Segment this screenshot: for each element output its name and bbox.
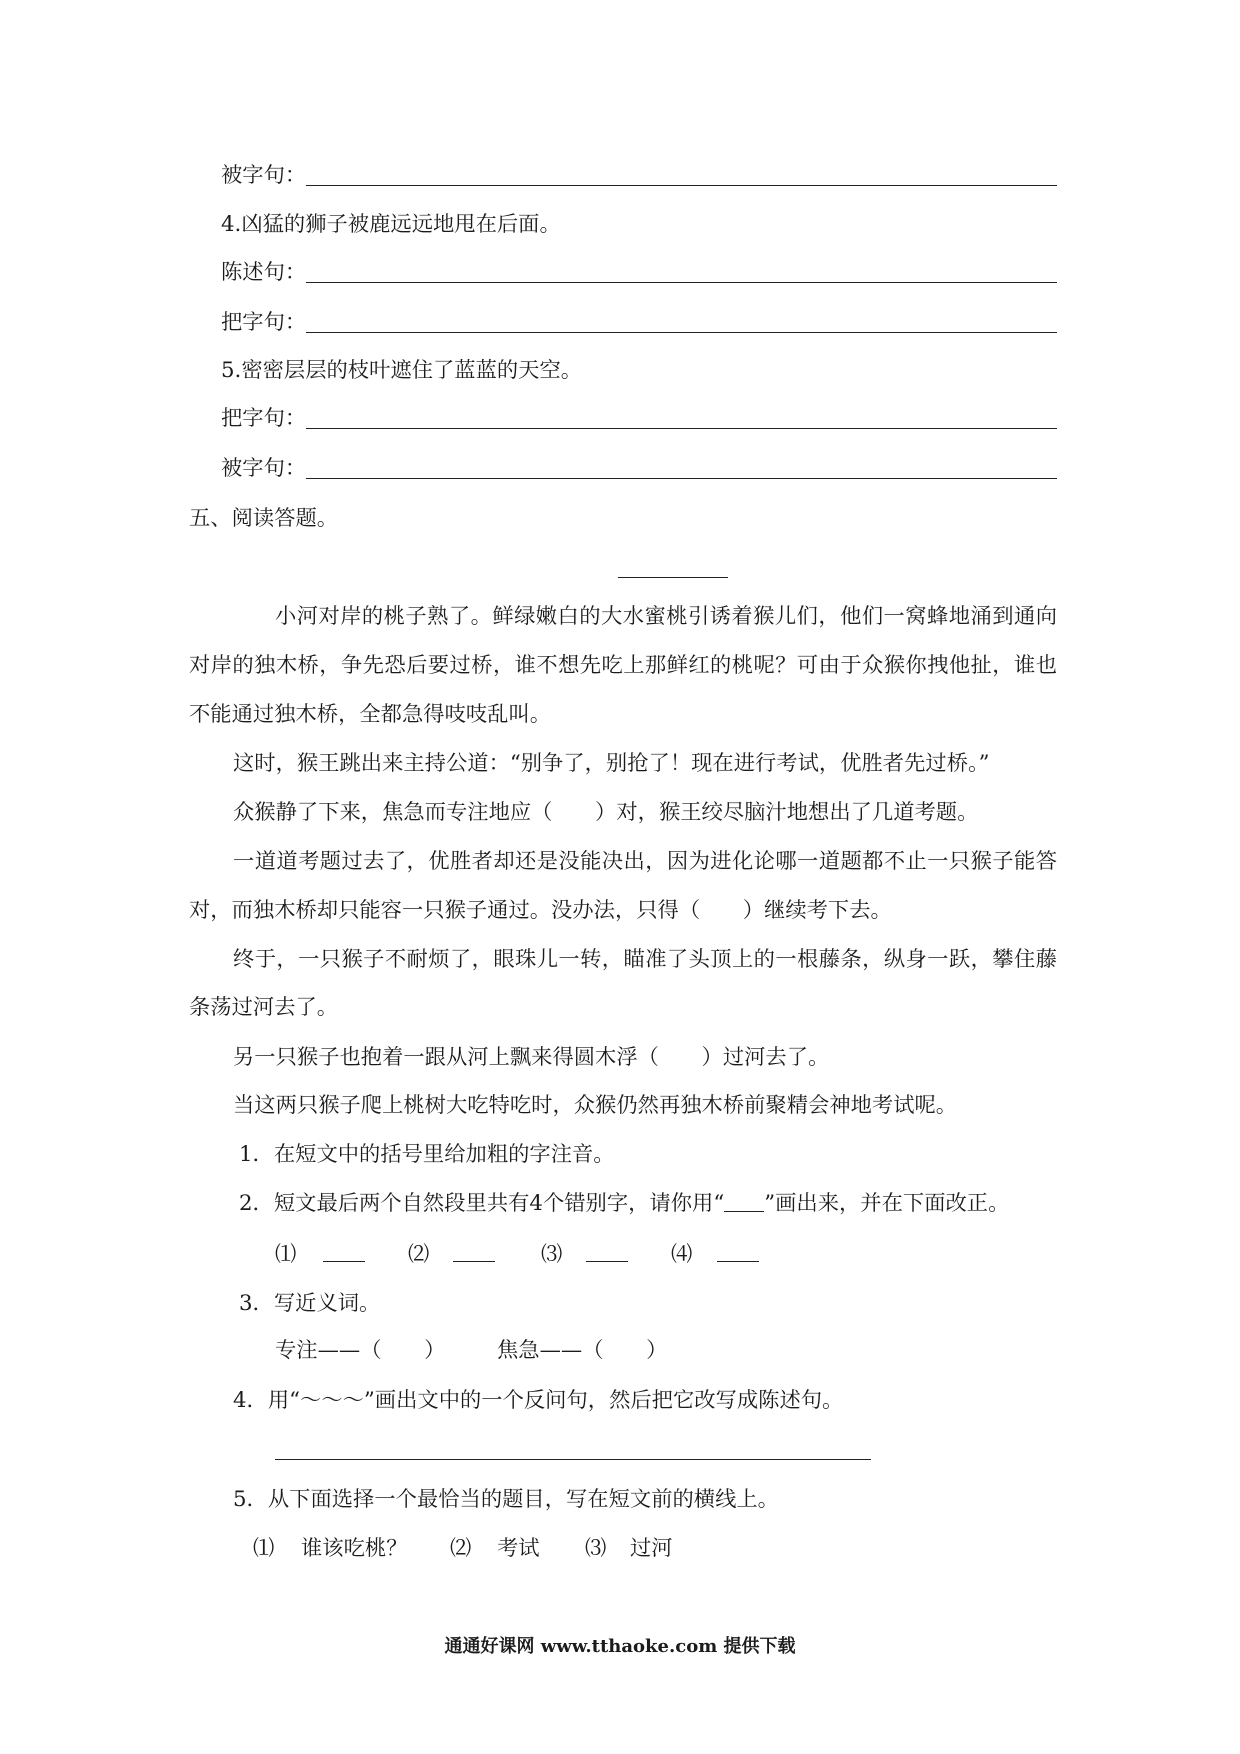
page-footer: 通通好课网 www.tthaoke.com 提供下载: [444, 1636, 796, 1657]
section-heading: 五、阅读答题。: [189, 506, 339, 531]
passage-line: 对，而独木桥却只能容一只猴子通过。没办法，只得（ ）继续考下去。: [189, 898, 892, 923]
answer-blank-line: [306, 308, 1057, 333]
rewrite-answer-line: [275, 1459, 871, 1460]
answer-label: 把字句：: [221, 406, 307, 431]
passage-line: 这时，猴王跳出来主持公道：“别争了，别抢了！现在进行考试，优胜者先过桥。”: [233, 751, 990, 776]
answer-label: 陈述句：: [221, 260, 307, 285]
passage-line: 不能通过独木桥，全都急得吱吱乱叫。: [189, 702, 552, 727]
answer-row: [221, 308, 1057, 338]
inline-answer-blank: [724, 1189, 764, 1212]
answer-row: [221, 161, 1057, 191]
passage-line: 当这两只猴子爬上桃树大吃特吃时，众猴仍然再独木桥前聚精会神地考试呢。: [233, 1093, 958, 1118]
answer-blank-line: [306, 258, 1057, 283]
q2-answer-row: [0, 1240, 1240, 1270]
answer-blank-line: [453, 1240, 495, 1262]
question-sentence: 5.密密层层的枝叶遮住了蓝蓝的天空。: [221, 358, 583, 383]
passage-title-blank: [618, 577, 728, 578]
passage-line: 另一只猴子也抱着一跟从河上飘来得圆木浮（ ）过河去了。: [233, 1045, 830, 1070]
answer-row: [221, 454, 1057, 484]
answer-number: ⑶: [541, 1242, 563, 1267]
answer-blank-line: [306, 454, 1057, 479]
answer-row: [221, 258, 1057, 288]
synonym-row: [0, 1336, 1240, 1366]
answer-number: ⑴: [275, 1242, 297, 1267]
synonym-pair: 专注——（ ）: [275, 1338, 446, 1363]
title-option-text: 谁该吃桃？: [301, 1536, 408, 1561]
answer-label: 被字句：: [221, 456, 307, 481]
title-option-text: 考试: [497, 1536, 540, 1561]
synonym-pair: 焦急——（ ）: [497, 1338, 668, 1363]
title-option-number: ⑶: [585, 1536, 607, 1561]
passage-line: 条荡过河去了。: [189, 995, 339, 1020]
answer-blank-line: [306, 161, 1057, 186]
answer-blank-line: [306, 404, 1057, 429]
title-options-row: [0, 1534, 1240, 1564]
question-prompt: 1．在短文中的括号里给加粗的字注音。: [239, 1142, 615, 1167]
answer-blank-line: [717, 1240, 759, 1262]
title-option-number: ⑴: [253, 1536, 275, 1561]
answer-number: ⑷: [671, 1242, 693, 1267]
passage-line: 终于，一只猴子不耐烦了，眼珠儿一转，瞄准了头顶上的一根藤条，纵身一跃，攀住藤: [233, 947, 1057, 972]
question-prompt: 5．从下面选择一个最恰当的题目，写在短文前的横线上。: [233, 1487, 779, 1512]
answer-row: [221, 404, 1057, 434]
answer-label: 把字句：: [221, 310, 307, 335]
title-option-number: ⑵: [450, 1536, 472, 1561]
question-prompt-text: ”画出来，并在下面改正。: [764, 1191, 1010, 1216]
answer-label: 被字句：: [221, 163, 307, 188]
question-prompt: [239, 1189, 1009, 1219]
passage-line: 对岸的独木桥，争先恐后要过桥，谁不想先吃上那鲜红的桃呢？可由于众猴你拽他扯，谁也: [189, 653, 1057, 678]
answer-number: ⑵: [408, 1242, 430, 1267]
question-sentence: 4.凶猛的狮子被鹿远远地甩在后面。: [221, 212, 561, 237]
question-prompt: 3．写近义词。: [239, 1291, 381, 1316]
answer-blank-line: [323, 1240, 365, 1262]
passage-line: 一道道考题过去了，优胜者却还是没能决出，因为进化论哪一道题都不止一只猴子能答: [233, 849, 1057, 874]
answer-blank-line: [586, 1240, 628, 1262]
question-prompt: 4．用“～～～”画出文中的一个反问句，然后把它改写成陈述句。: [233, 1388, 844, 1413]
title-option-text: 过河: [630, 1536, 673, 1561]
question-prompt-text: 2．短文最后两个自然段里共有4个错别字，请你用“: [239, 1191, 725, 1216]
passage-line: 小河对岸的桃子熟了。鲜绿嫩白的大水蜜桃引诱着猴儿们，他们一窝蜂地涌到通向: [275, 604, 1057, 629]
passage-line: 众猴静了下来，焦急而专注地应（ ）对，猴王绞尽脑汁地想出了几道考题。: [233, 800, 979, 825]
